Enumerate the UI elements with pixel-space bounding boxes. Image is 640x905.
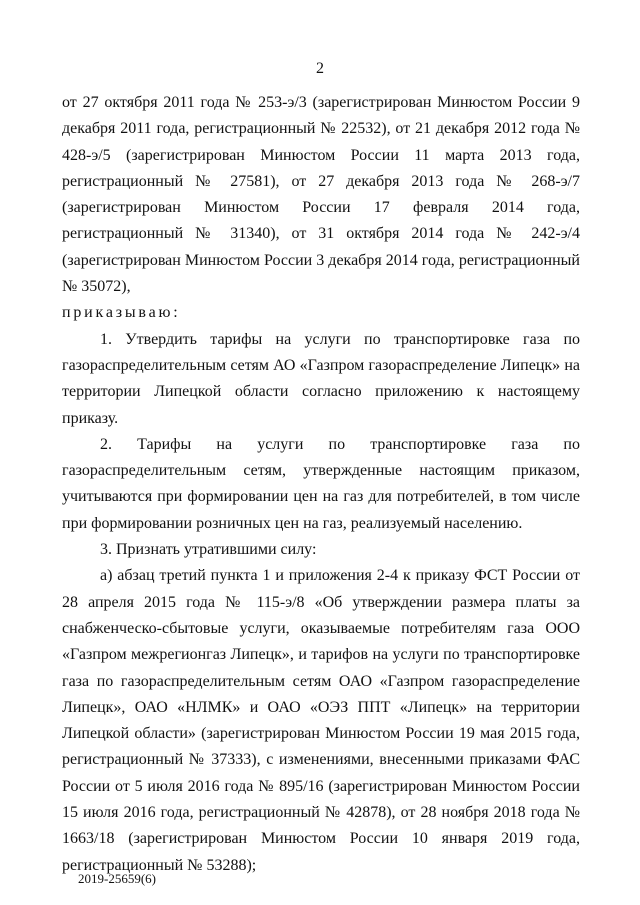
page-number: 2: [316, 60, 324, 77]
paragraph-item-3a: а) абзац третий пункта 1 и приложения 2-4 к приказу ФСТ России от 28 апреля 2015 года № 115-э/8 «Об утверждении размера платы за снабженческо-сбытовые услуги, оказываемые потребителям газа ООО «Газпром межрегионгаз Липецк», и тарифов на услуги по транспортировке газа по газораспределительным сетям ОАО «Газпром газораспределение Липецк», ОАО «НЛМК» и ОАО «ОЭЗ ППТ «Липецк» на территории Липецкой области» (зарегистрирован Минюстом России 19 мая 2015 года, регистрационный № 37333), с изменениями, внесенными приказами ФАС России от 5 июля 2016 года № 895/16 (зарегистрирован Минюстом России 15 июля 2016 года, регистрационный № 42878), от 28 ноября 2018 года № 1663/18 (зарегистрирован Минюстом России 10 января 2019 года, регистрационный № 53288);: [62, 567, 580, 874]
document-id: 2019-25659(6): [78, 871, 156, 886]
paragraph-order-word: приказываю:: [62, 304, 181, 322]
document-body: [62, 90, 580, 879]
paragraph-continuation: от 27 октября 2011 года № 253-э/3 (зарегистрирован Минюстом России 9 декабря 2011 года, регистрационный № 22532), от 21 декабря 2012 года № 428-э/5 (зарегистрирован Минюстом России 11 марта 2013 года, регистрационный № 27581), от 27 декабря 2013 года № 268-э/7 (зарегистрирован Минюстом России 17 февраля 2014 года, регистрационный № 31340), от 31 октября 2014 года № 242-э/4 (зарегистрирован Минюстом России 3 декабря 2014 года, регистрационный № 35072),: [62, 94, 580, 296]
paragraph-item-1: 1. Утвердить тарифы на услуги по транспортировке газа по газораспределительным сетям АО «Газпром газораспределение Липецк» на территории Липецкой области согласно приложению к настоящему приказу.: [62, 330, 580, 427]
paragraph-item-3: 3. Признать утратившими силу:: [100, 541, 317, 559]
paragraph-item-2: 2. Тарифы на услуги по транспортировке газа по газораспределительным сетям, утвержденные настоящим приказом, учитываются при формировании цен на газ для потребителей, в том числе при формировании розничных цен на газ, реализуемый населению.: [62, 435, 580, 532]
